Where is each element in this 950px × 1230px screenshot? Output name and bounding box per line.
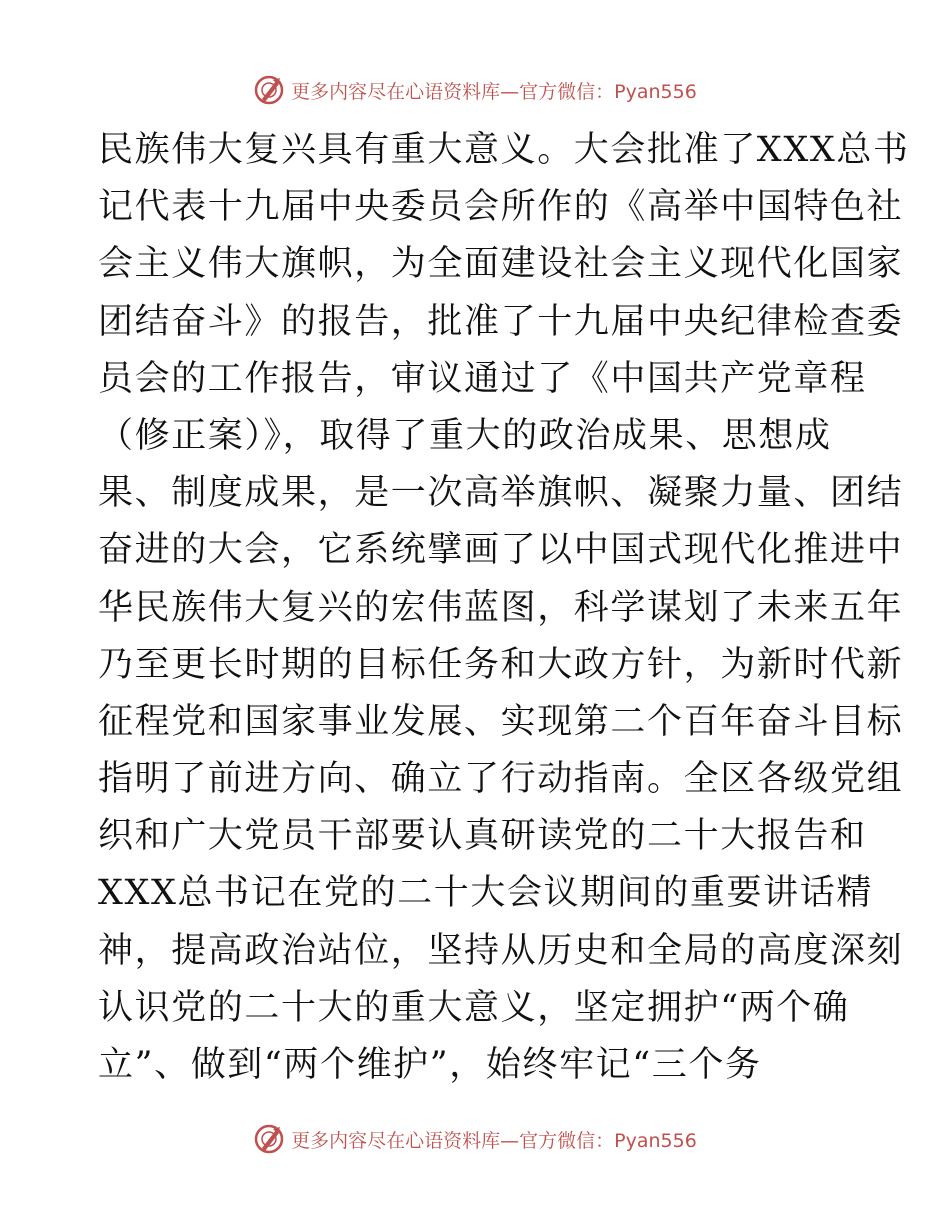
body-line: 乃至更长时期的目标任务和大政方针，为新时代新 — [98, 644, 904, 685]
body-line: 织和广大党员干部要认真研读党的二十大报告和 — [98, 816, 867, 857]
body-line: 征程党和国家事业发展、实现第二个百年奋斗目标 — [98, 701, 904, 742]
body-line: （修正案）》，取得了重大的政治成果、思想成 — [98, 415, 832, 456]
pen-circle-logo-icon — [253, 1123, 285, 1155]
body-line: 记代表十九届中央委员会所作的《高举中国特色社 — [98, 187, 904, 228]
body-line: 会主义伟大旗帜，为全面建设社会主义现代化国家 — [98, 244, 904, 285]
body-line: 团结奋斗》的报告，批准了十九届中央纪律检查委 — [98, 301, 904, 342]
body-line: 认识党的二十大的重大意义，坚定拥护“两个确 — [98, 987, 850, 1028]
footer-banner-content — [253, 1123, 697, 1155]
body-line: 神，提高政治站位，坚持从历史和全局的高度深刻 — [98, 930, 904, 971]
body-line: XXX总书记在党的二十大会议期间的重要讲话精 — [98, 873, 873, 914]
body-line: 奋进的大会，它系统擘画了以中国式现代化推进中 — [98, 530, 904, 571]
body-line: 果、制度成果，是一次高举旗帜、凝聚力量、团结 — [98, 473, 904, 514]
footer-banner-text: 更多内容尽在心语资料库—官方微信：Pyan556 — [291, 1129, 697, 1152]
pen-circle-logo-icon — [253, 74, 285, 106]
header-banner-content — [253, 74, 697, 106]
body-line: 指明了前进方向、确立了行动指南。全区各级党组 — [98, 759, 904, 800]
header-banner-text: 更多内容尽在心语资料库—官方微信：Pyan556 — [291, 80, 697, 103]
document-body — [98, 122, 910, 1094]
header-banner — [0, 72, 950, 108]
body-line: 华民族伟大复兴的宏伟蓝图，科学谋划了未来五年 — [98, 587, 904, 628]
body-line: 员会的工作报告，审议通过了《中国共产党章程 — [98, 358, 867, 399]
body-line: 民族伟大复兴具有重大意义。大会批准了XXX总书 — [98, 130, 910, 170]
body-line: 立”、做到“两个维护”，始终牢记“三个务 — [98, 1045, 762, 1085]
footer-banner — [0, 1121, 950, 1157]
